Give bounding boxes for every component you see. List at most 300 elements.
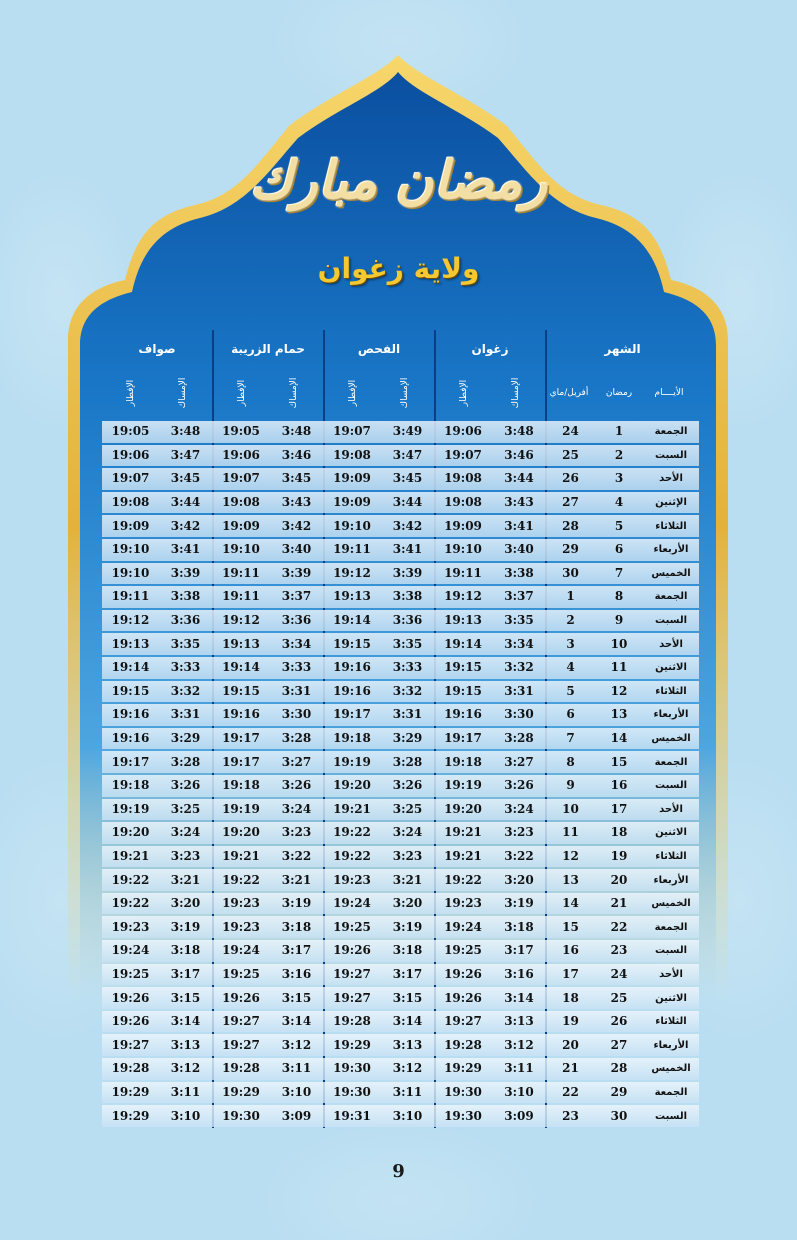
imsak-time: 3:23 [270, 822, 323, 844]
city-name: الفحص [357, 342, 401, 356]
gregorian-date: 10 [546, 799, 595, 821]
iftar-time: 19:29 [102, 1105, 159, 1127]
imsak-time: 3:09 [492, 1105, 546, 1127]
table-row [102, 421, 699, 443]
weekday: الجمعة [643, 751, 699, 773]
weekday: الثلاثاء [643, 1011, 699, 1033]
iftar-time: 19:07 [102, 468, 159, 490]
iftar-time: 19:28 [434, 1034, 492, 1056]
weekday: الثلاثاء [643, 681, 699, 703]
iftar-time: 19:27 [102, 1034, 159, 1056]
gregorian-date: 4 [546, 657, 595, 679]
imsak-time: 3:35 [381, 633, 434, 655]
imsak-time: 3:39 [381, 563, 434, 585]
imsak-time: 3:16 [270, 964, 323, 986]
table-row [102, 1058, 699, 1080]
iftar-time: 19:06 [102, 445, 159, 467]
month-group [546, 330, 699, 420]
iftar-time: 19:19 [212, 799, 270, 821]
imsak-time: 3:10 [492, 1082, 546, 1104]
imsak-time: 3:24 [159, 822, 212, 844]
ramadan-day: 2 [595, 445, 643, 467]
gregorian-date: 25 [546, 445, 595, 467]
iftar-time: 19:22 [323, 846, 381, 868]
imsak-time: 3:25 [381, 799, 434, 821]
iftar-time: 19:06 [212, 445, 270, 467]
month-group-title: الشهر [604, 342, 641, 356]
table-row [102, 492, 699, 514]
iftar-time: 19:31 [323, 1105, 381, 1127]
ramadan-day: 23 [595, 940, 643, 962]
iftar-time: 19:16 [434, 704, 492, 726]
ramadan-day: 12 [595, 681, 643, 703]
imsak-time: 3:47 [381, 445, 434, 467]
city-name: صواف [138, 342, 176, 356]
imsak-time: 3:29 [159, 728, 212, 750]
imsak-time: 3:45 [381, 468, 434, 490]
ramadan-day: 28 [595, 1058, 643, 1080]
iftar-time: 19:10 [212, 539, 270, 561]
table-row [102, 940, 699, 962]
iftar-time: 19:21 [434, 846, 492, 868]
ramadan-day: 26 [595, 1011, 643, 1033]
weekday: السبت [643, 445, 699, 467]
imsak-time: 3:31 [492, 681, 546, 703]
imsak-time: 3:38 [492, 563, 546, 585]
ramadan-day: 16 [595, 775, 643, 797]
iftar-time: 19:08 [434, 468, 492, 490]
table-row [102, 445, 699, 467]
imsak-label: الإمساك [400, 377, 410, 409]
imsak-label: الإمساك [289, 377, 299, 409]
gregorian-date: 14 [546, 893, 595, 915]
gregorian-date: 21 [546, 1058, 595, 1080]
imsak-time: 3:43 [270, 492, 323, 514]
iftar-time: 19:05 [212, 421, 270, 443]
imsak-time: 3:45 [270, 468, 323, 490]
table-row [102, 704, 699, 726]
iftar-time: 19:18 [323, 728, 381, 750]
table-row [102, 468, 699, 490]
iftar-time: 19:12 [102, 610, 159, 632]
weekday: الخميس [643, 893, 699, 915]
imsak-time: 3:13 [381, 1034, 434, 1056]
ramadan-day: 18 [595, 822, 643, 844]
iftar-time: 19:19 [323, 751, 381, 773]
imsak-time: 3:11 [381, 1082, 434, 1104]
imsak-time: 3:42 [159, 515, 212, 537]
iftar-time: 19:29 [434, 1058, 492, 1080]
iftar-time: 19:30 [434, 1105, 492, 1127]
imsak-time: 3:32 [381, 681, 434, 703]
iftar-time: 19:27 [323, 964, 381, 986]
ramadan-day: 21 [595, 893, 643, 915]
imsak-time: 3:39 [159, 563, 212, 585]
iftar-time: 19:22 [102, 869, 159, 891]
gregorian-date: 26 [546, 468, 595, 490]
iftar-time: 19:18 [212, 775, 270, 797]
imsak-time: 3:36 [159, 610, 212, 632]
imsak-time: 3:49 [381, 421, 434, 443]
imsak-time: 3:28 [381, 751, 434, 773]
ramadan-day: 25 [595, 987, 643, 1009]
imsak-time: 3:16 [492, 964, 546, 986]
table-header [102, 330, 699, 420]
imsak-time: 3:41 [492, 515, 546, 537]
gregorian-date: 23 [546, 1105, 595, 1127]
imsak-time: 3:28 [492, 728, 546, 750]
table-row [102, 515, 699, 537]
imsak-time: 3:31 [159, 704, 212, 726]
iftar-time: 19:29 [212, 1082, 270, 1104]
imsak-time: 3:11 [159, 1082, 212, 1104]
iftar-time: 19:09 [212, 515, 270, 537]
ramadan-mubarak-calligraphy: رمضان مبارك [249, 150, 548, 211]
iftar-time: 19:07 [434, 445, 492, 467]
imsak-time: 3:44 [492, 468, 546, 490]
table-row [102, 563, 699, 585]
imsak-time: 3:19 [270, 893, 323, 915]
imsak-time: 3:35 [159, 633, 212, 655]
iftar-time: 19:20 [102, 822, 159, 844]
iftar-time: 19:29 [102, 1082, 159, 1104]
table-row [102, 633, 699, 655]
iftar-time: 19:14 [212, 657, 270, 679]
ramadan-day: 20 [595, 869, 643, 891]
weekday: الجمعة [643, 586, 699, 608]
iftar-time: 19:30 [434, 1082, 492, 1104]
ramadan-day: 4 [595, 492, 643, 514]
weekday: السبت [643, 940, 699, 962]
iftar-time: 19:08 [212, 492, 270, 514]
ramadan-day: 27 [595, 1034, 643, 1056]
gregorian-date: 5 [546, 681, 595, 703]
weekday: السبت [643, 610, 699, 632]
table-row [102, 987, 699, 1009]
imsak-time: 3:40 [270, 539, 323, 561]
imsak-time: 3:19 [381, 916, 434, 938]
weekday: الأربعاء [643, 539, 699, 561]
iftar-time: 19:15 [323, 633, 381, 655]
ramadan-day: 10 [595, 633, 643, 655]
imsak-time: 3:17 [270, 940, 323, 962]
weekday: السبت [643, 775, 699, 797]
imsak-time: 3:14 [492, 987, 546, 1009]
iftar-time: 19:08 [323, 445, 381, 467]
gregorian-date: 3 [546, 633, 595, 655]
iftar-time: 19:25 [323, 916, 381, 938]
iftar-time: 19:13 [102, 633, 159, 655]
table-row [102, 964, 699, 986]
imsakia-table [102, 330, 699, 1123]
ramadan-day: 30 [595, 1105, 643, 1127]
imsak-time: 3:19 [492, 893, 546, 915]
imsak-time: 3:26 [381, 775, 434, 797]
iftar-time: 19:14 [323, 610, 381, 632]
imsak-time: 3:26 [492, 775, 546, 797]
iftar-time: 19:30 [323, 1058, 381, 1080]
iftar-time: 19:19 [434, 775, 492, 797]
imsak-time: 3:23 [381, 846, 434, 868]
weekday: الجمعة [643, 1082, 699, 1104]
iftar-time: 19:29 [323, 1034, 381, 1056]
gregorian-date: 29 [546, 539, 595, 561]
iftar-time: 19:05 [102, 421, 159, 443]
imsak-time: 3:44 [381, 492, 434, 514]
imsak-time: 3:24 [492, 799, 546, 821]
weekday: الخميس [643, 563, 699, 585]
iftar-time: 19:08 [102, 492, 159, 514]
imsak-time: 3:25 [159, 799, 212, 821]
iftar-time: 19:18 [102, 775, 159, 797]
iftar-time: 19:11 [434, 563, 492, 585]
ramadan-day: 13 [595, 704, 643, 726]
iftar-time: 19:24 [323, 893, 381, 915]
imsak-time: 3:15 [270, 987, 323, 1009]
weekday: الجمعة [643, 916, 699, 938]
table-row [102, 869, 699, 891]
weekday: السبت [643, 1105, 699, 1127]
imsak-time: 3:41 [159, 539, 212, 561]
iftar-time: 19:22 [323, 822, 381, 844]
imsak-time: 3:46 [492, 445, 546, 467]
iftar-time: 19:18 [434, 751, 492, 773]
iftar-time: 19:10 [102, 563, 159, 585]
imsak-time: 3:20 [492, 869, 546, 891]
table-row [102, 1082, 699, 1104]
weekday: الأحد [643, 468, 699, 490]
weekday: الأربعاء [643, 869, 699, 891]
ramadan-day: 11 [595, 657, 643, 679]
imsak-time: 3:10 [270, 1082, 323, 1104]
iftar-time: 19:15 [434, 657, 492, 679]
imsak-time: 3:36 [381, 610, 434, 632]
iftar-label: الإفطار [126, 379, 136, 407]
imsak-time: 3:22 [270, 846, 323, 868]
imsak-time: 3:18 [381, 940, 434, 962]
gregorian-date: 13 [546, 869, 595, 891]
imsak-time: 3:17 [381, 964, 434, 986]
iftar-time: 19:12 [212, 610, 270, 632]
days-label: الأيــــام [654, 388, 684, 398]
imsak-time: 3:20 [381, 893, 434, 915]
imsak-time: 3:43 [492, 492, 546, 514]
iftar-time: 19:17 [212, 751, 270, 773]
imsak-time: 3:38 [381, 586, 434, 608]
ramadan-day: 3 [595, 468, 643, 490]
iftar-time: 19:11 [212, 563, 270, 585]
imsak-time: 3:32 [492, 657, 546, 679]
imsak-time: 3:35 [492, 610, 546, 632]
iftar-time: 19:28 [212, 1058, 270, 1080]
iftar-time: 19:19 [102, 799, 159, 821]
page-number: 9 [392, 1161, 405, 1182]
iftar-time: 19:10 [102, 539, 159, 561]
gregorian-date: 9 [546, 775, 595, 797]
table-row [102, 822, 699, 844]
table-row [102, 799, 699, 821]
imsak-time: 3:17 [159, 964, 212, 986]
table-row [102, 657, 699, 679]
imsak-time: 3:31 [381, 704, 434, 726]
table-row [102, 846, 699, 868]
gregorian-date: 6 [546, 704, 595, 726]
gregorian-label: أفريل/ماي [549, 388, 589, 398]
imsak-time: 3:13 [159, 1034, 212, 1056]
imsak-time: 3:26 [159, 775, 212, 797]
iftar-time: 19:23 [212, 916, 270, 938]
gregorian-date: 7 [546, 728, 595, 750]
city-group-fahs [324, 330, 434, 420]
imsak-time: 3:36 [270, 610, 323, 632]
imsak-time: 3:41 [381, 539, 434, 561]
imsak-time: 3:09 [270, 1105, 323, 1127]
ramadan-day: 15 [595, 751, 643, 773]
imsak-time: 3:15 [381, 987, 434, 1009]
iftar-time: 19:21 [323, 799, 381, 821]
iftar-time: 19:24 [434, 916, 492, 938]
iftar-label: الإفطار [237, 379, 247, 407]
iftar-time: 19:17 [323, 704, 381, 726]
imsak-time: 3:11 [270, 1058, 323, 1080]
iftar-time: 19:26 [434, 987, 492, 1009]
iftar-time: 19:12 [323, 563, 381, 585]
gregorian-date: 16 [546, 940, 595, 962]
table-row [102, 586, 699, 608]
table-row [102, 1011, 699, 1033]
governorate-title: ولاية زغوان [317, 252, 480, 285]
imsak-time: 3:13 [492, 1011, 546, 1033]
iftar-time: 19:15 [212, 681, 270, 703]
imsak-time: 3:37 [270, 586, 323, 608]
iftar-time: 19:21 [102, 846, 159, 868]
weekday: الخميس [643, 728, 699, 750]
imsak-time: 3:23 [492, 822, 546, 844]
imsak-time: 3:17 [492, 940, 546, 962]
gregorian-date: 12 [546, 846, 595, 868]
imsak-label: الإمساك [178, 377, 188, 409]
weekday: الثلاثاء [643, 515, 699, 537]
weekday: الأربعاء [643, 1034, 699, 1056]
imsak-time: 3:23 [159, 846, 212, 868]
iftar-time: 19:21 [434, 822, 492, 844]
iftar-time: 19:15 [102, 681, 159, 703]
iftar-time: 19:08 [434, 492, 492, 514]
imsak-time: 3:27 [270, 751, 323, 773]
city-name: زغوان [471, 342, 509, 356]
gregorian-date: 1 [546, 586, 595, 608]
weekday: الأحد [643, 799, 699, 821]
iftar-time: 19:16 [102, 704, 159, 726]
imsak-time: 3:42 [270, 515, 323, 537]
imsak-time: 3:48 [492, 421, 546, 443]
gregorian-date: 28 [546, 515, 595, 537]
gregorian-date: 19 [546, 1011, 595, 1033]
imsak-time: 3:28 [159, 751, 212, 773]
gregorian-date: 24 [546, 421, 595, 443]
iftar-time: 19:27 [323, 987, 381, 1009]
iftar-time: 19:21 [212, 846, 270, 868]
imsak-time: 3:12 [381, 1058, 434, 1080]
iftar-time: 19:07 [323, 421, 381, 443]
gregorian-date: 30 [546, 563, 595, 585]
table-row [102, 539, 699, 561]
imsak-time: 3:22 [492, 846, 546, 868]
imsak-time: 3:20 [159, 893, 212, 915]
imsak-time: 3:46 [270, 445, 323, 467]
ramadan-day: 6 [595, 539, 643, 561]
imsak-time: 3:18 [270, 916, 323, 938]
weekday: الأربعاء [643, 704, 699, 726]
imsak-time: 3:27 [492, 751, 546, 773]
imsak-time: 3:47 [159, 445, 212, 467]
iftar-time: 19:16 [102, 728, 159, 750]
imsak-time: 3:48 [159, 421, 212, 443]
imsak-time: 3:21 [270, 869, 323, 891]
iftar-time: 19:11 [212, 586, 270, 608]
iftar-time: 19:16 [212, 704, 270, 726]
table-row [102, 610, 699, 632]
iftar-time: 19:17 [434, 728, 492, 750]
gregorian-date: 2 [546, 610, 595, 632]
iftar-time: 19:26 [323, 940, 381, 962]
iftar-time: 19:16 [323, 657, 381, 679]
weekday: الاثنين [643, 822, 699, 844]
iftar-time: 19:11 [102, 586, 159, 608]
iftar-time: 19:23 [212, 893, 270, 915]
iftar-label: الإفطار [348, 379, 358, 407]
imsak-time: 3:28 [270, 728, 323, 750]
iftar-time: 19:30 [323, 1082, 381, 1104]
iftar-time: 19:26 [434, 964, 492, 986]
imsak-time: 3:14 [270, 1011, 323, 1033]
ramadan-label: رمضان [605, 388, 633, 398]
ramadan-day: 8 [595, 586, 643, 608]
imsak-time: 3:48 [270, 421, 323, 443]
ramadan-day: 24 [595, 964, 643, 986]
iftar-time: 19:23 [323, 869, 381, 891]
imsak-time: 3:32 [159, 681, 212, 703]
imsak-time: 3:12 [159, 1058, 212, 1080]
imsak-time: 3:39 [270, 563, 323, 585]
city-name: حمام الزريبة [231, 342, 305, 356]
imsak-time: 3:18 [492, 916, 546, 938]
imsak-time: 3:42 [381, 515, 434, 537]
imsak-time: 3:30 [270, 704, 323, 726]
imsak-time: 3:15 [159, 987, 212, 1009]
gregorian-date: 15 [546, 916, 595, 938]
table-row [102, 775, 699, 797]
iftar-time: 19:23 [434, 893, 492, 915]
iftar-time: 19:17 [212, 728, 270, 750]
ramadan-day: 9 [595, 610, 643, 632]
imsak-time: 3:37 [492, 586, 546, 608]
table-row [102, 728, 699, 750]
iftar-time: 19:13 [212, 633, 270, 655]
weekday: الثلاثاء [643, 846, 699, 868]
imsak-time: 3:45 [159, 468, 212, 490]
imsak-time: 3:38 [159, 586, 212, 608]
ramadan-day: 14 [595, 728, 643, 750]
weekday: الاثنين [643, 987, 699, 1009]
imsak-time: 3:18 [159, 940, 212, 962]
gregorian-date: 8 [546, 751, 595, 773]
imsak-time: 3:21 [159, 869, 212, 891]
ramadan-day: 7 [595, 563, 643, 585]
ramadan-day: 17 [595, 799, 643, 821]
iftar-label: الإفطار [459, 379, 469, 407]
weekday: الجمعة [643, 421, 699, 443]
